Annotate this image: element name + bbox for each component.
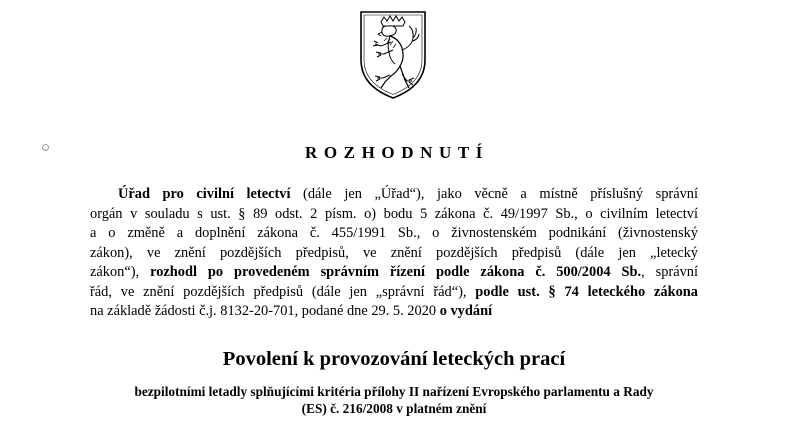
paragraph-text: řád, ve znění pozdějších předpisů (dále jen „správní řád“), (90, 283, 476, 300)
paragraph-line: a o změně a doplnění zákona č. 455/1991 Sb., o živnostenském podnikání (živnostenský (90, 225, 698, 241)
decision-paragraph (90, 185, 698, 322)
decision-statement: rozhodl po provedeném správním řízení podle zákona č. 500/2004 Sb. (150, 264, 642, 280)
paragraph-line (90, 185, 698, 205)
paragraph-line (90, 263, 698, 283)
paragraph-text: na základě žádosti č.j. 8132-20-701, podané dne 29. 5. 2020 (90, 303, 440, 319)
paragraph-line: orgán v souladu s ust. § 89 odst. 2 písm. o) bodu 5 zákona č. 49/1997 Sb., o civilním letectví (90, 205, 698, 222)
legal-basis: podle ust. § 74 leteckého zákona (475, 283, 698, 300)
authority-name: Úřad pro civilní letectví (118, 186, 291, 202)
permit-subtitle (0, 383, 788, 417)
paragraph-line: zákon), ve znění pozdějších předpisů, ve znění pozdějších předpisů (dále jen „letecký (90, 244, 698, 261)
paragraph-text: (dále jen „Úřad“), jako věcně a místně příslušný správní (290, 186, 698, 202)
document-heading: ROZHODNUTÍ (304, 143, 490, 162)
permit-title: Povolení k provozování leteckých prací (222, 348, 566, 370)
czech-lion-emblem-icon (357, 8, 429, 100)
paragraph-text: , správní (641, 264, 698, 280)
paragraph-text: zákon“), (90, 264, 151, 280)
permit-subtitle-line: bezpilotními letadly splňujícími kritéria přílohy II nařízení Evropského parlamentu a Rady (134, 384, 654, 399)
permit-subtitle-line: (ES) č. 216/2008 v platném znění (301, 401, 487, 416)
paragraph-line (90, 283, 698, 303)
paragraph-line (90, 302, 698, 322)
issuance-phrase: o vydání (439, 303, 493, 319)
